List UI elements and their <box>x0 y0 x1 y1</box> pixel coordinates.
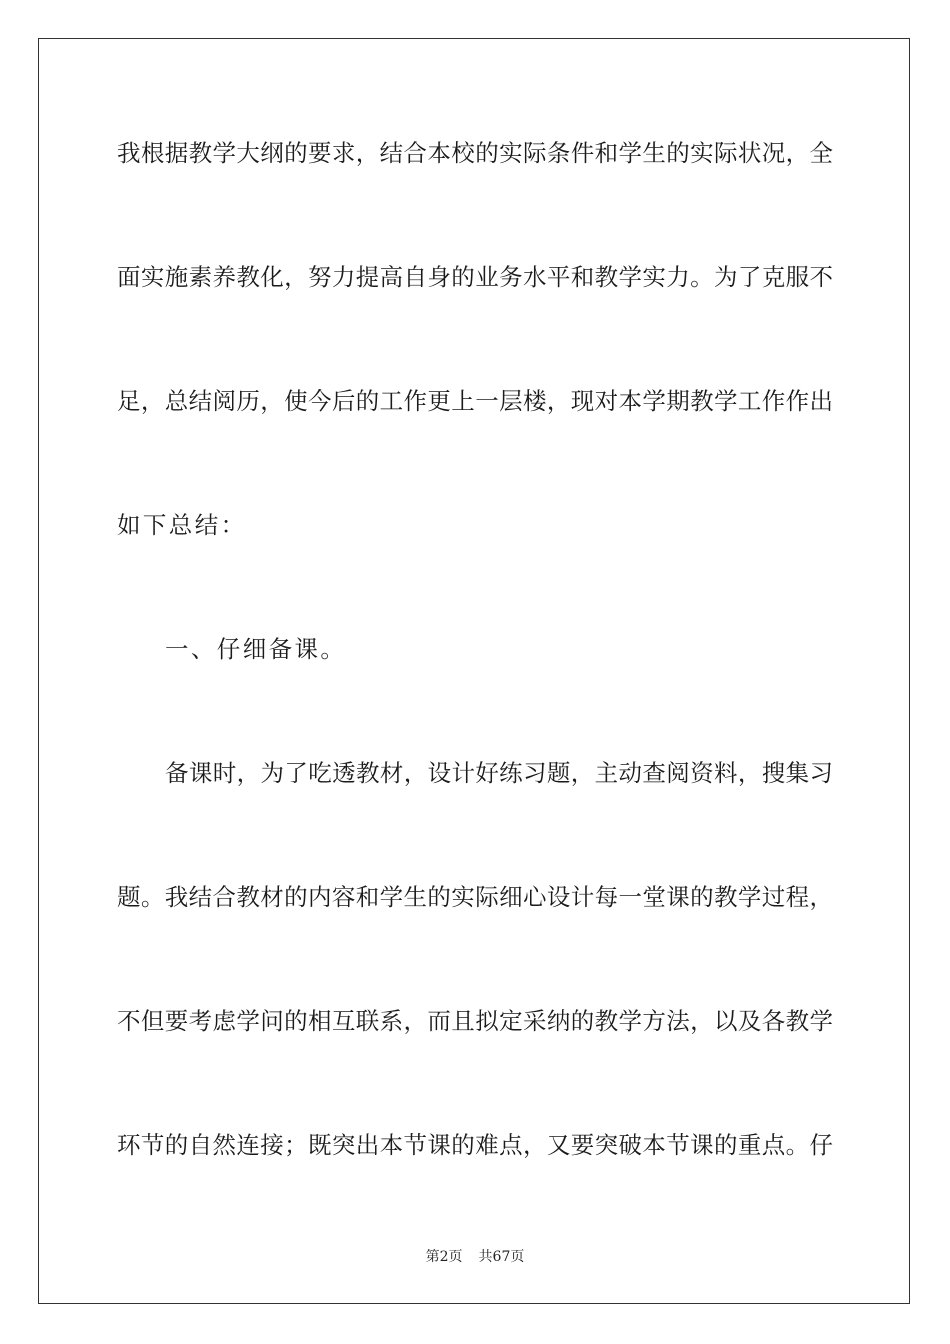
paragraph-line-6: 备课时，为了吃透教材，设计好练习题，主动查阅资料，搜集习 <box>165 759 833 787</box>
section-heading: 一、仔细备课。 <box>165 635 347 663</box>
paragraph-line-7: 题。我结合教材的内容和学生的实际细心设计每一堂课的教学过程， <box>117 883 833 911</box>
page-total: 共67页 <box>478 1249 525 1265</box>
paragraph-line-4: 如下总结： <box>117 511 247 539</box>
paragraph-line-9: 环节的自然连接；既突出本节课的难点，又要突破本节课的重点。仔 <box>117 1131 833 1159</box>
page-footer <box>0 1248 950 1266</box>
paragraph-line-3: 足，总结阅历，使今后的工作更上一层楼，现对本学期教学工作作出 <box>117 387 833 415</box>
page-border <box>38 38 910 1304</box>
page-number: 第2页 <box>425 1249 463 1265</box>
paragraph-line-1: 我根据教学大纲的要求，结合本校的实际条件和学生的实际状况，全 <box>117 139 833 167</box>
paragraph-line-8: 不但要考虑学问的相互联系，而且拟定采纳的教学方法，以及各教学 <box>117 1007 833 1035</box>
paragraph-line-2: 面实施素养教化，努力提高自身的业务水平和教学实力。为了克服不 <box>117 263 833 291</box>
